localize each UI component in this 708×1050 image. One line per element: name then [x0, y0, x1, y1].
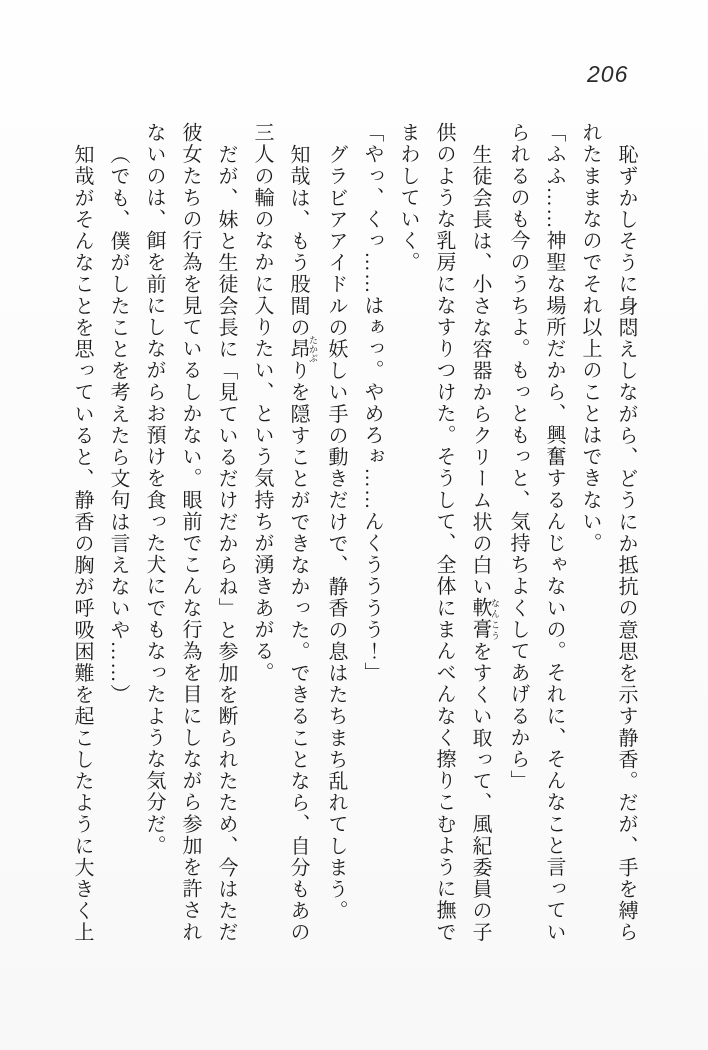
text-line-7: まわしていく。 [397, 122, 419, 274]
text-line-4: られるのも今のうちよ。もっともっと、気持ちよくしてあげるから」 [507, 122, 529, 792]
line-10-furigana: たかぶ [308, 335, 318, 363]
page-number: 206 [587, 61, 629, 87]
text-line-8: 「やっ、くっ……はぁっ。やめろぉ……んくうううう！」 [361, 122, 383, 684]
text-line-11: 三人の輪のなかに入りたい、という気持ちが湧きあがる。 [251, 122, 273, 684]
line-10-post: りを隠すことができなかった。できることなら、自分もあの [287, 359, 309, 943]
text-line-5 [462, 122, 500, 946]
line-5-furigana: なんこう [490, 597, 500, 641]
text-block [64, 122, 644, 946]
line-5-ruby-base: 軟膏 [469, 597, 491, 641]
line-5-pre: 生徒会長は、小さな容器からクリーム状の白い [469, 143, 491, 598]
line-10-ruby-base: 昂 [287, 335, 309, 363]
text-line-14: ないのは、餌を前にしながらお預けを食った犬にでもなったような気分だ。 [143, 122, 165, 857]
text-line-3: 「ふふ……神聖な場所だから、興奮するんじゃないの。それに、そんなこと言ってい [543, 122, 565, 943]
text-line-15: （でも、僕がしたことを考えたら文句は言えないや……） [107, 143, 129, 706]
line-10-pre: 知哉は、もう股間の [287, 143, 309, 338]
text-line-16: 知哉がそんなことを思っていると、静香の胸が呼吸困難を起こしたように大きく上 [71, 143, 93, 943]
line-10-ruby [287, 335, 318, 363]
text-line-1: 恥ずかしそうに身悶えしながら、どうにか抵抗の意思を示す静香。だが、手を縛ら [615, 143, 637, 943]
text-line-12: だが、妹と生徒会長に「見ているだけだからね」と参加を断られたため、今はただ [215, 143, 237, 943]
line-5-post: をすくい取って、風紀委員の子 [469, 640, 491, 943]
text-line-6: 供のような乳房になすりつけた。そうして、全体にまんべんなく擦りこむように撫で [433, 122, 455, 943]
text-line-13: 彼女たちの行為を見ているしかない。眼前でこんな行為を目にしながら参加を許され [179, 122, 201, 943]
text-line-10 [280, 122, 318, 946]
line-5-ruby [469, 597, 500, 641]
text-line-9: グラビアアイドルの妖しい手の動きだけで、静香の息はたちまち乱れてしまう。 [325, 143, 347, 922]
text-line-2: れたままなのでそれ以上のことはできない。 [579, 122, 601, 554]
